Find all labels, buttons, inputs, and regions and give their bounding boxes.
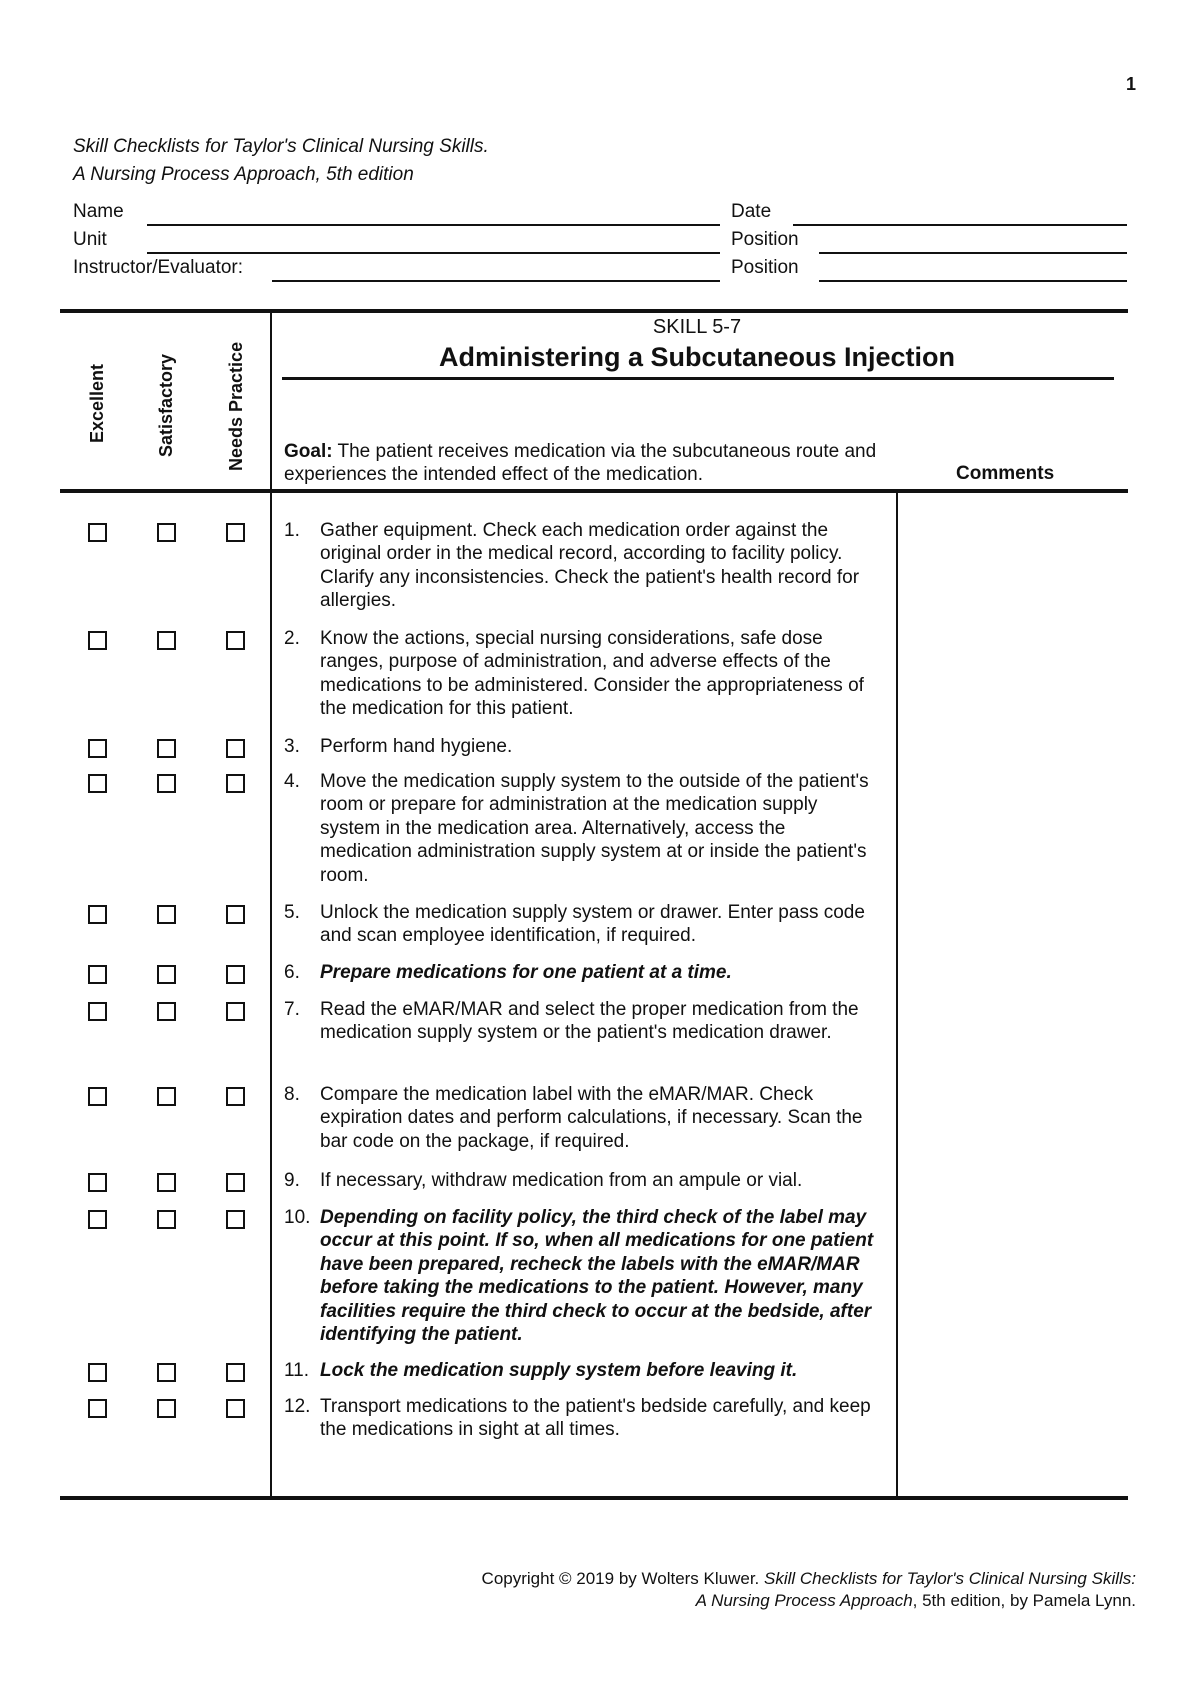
step-number: 5. xyxy=(284,902,300,923)
copyright-subtitle: A Nursing Process Approach xyxy=(695,1591,913,1610)
page-number: 1 xyxy=(1125,74,1136,94)
unit-label: Unit xyxy=(73,229,107,250)
comments-column-divider xyxy=(896,491,898,1497)
needs-practice-checkbox[interactable] xyxy=(226,1173,245,1192)
title-underline xyxy=(282,377,1114,380)
needs-practice-checkbox[interactable] xyxy=(226,1399,245,1418)
header-bottom-rule xyxy=(60,489,1128,493)
step-number: 2. xyxy=(284,628,300,649)
excellent-checkbox[interactable] xyxy=(88,739,107,758)
step-text: Prepare medications for one patient at a time. xyxy=(320,962,732,983)
excellent-checkbox[interactable] xyxy=(88,1173,107,1192)
position2-label: Position xyxy=(731,257,799,278)
step-number: 8. xyxy=(284,1084,300,1105)
step-text: Lock the medication supply system before leaving it. xyxy=(320,1360,798,1381)
excellent-checkbox[interactable] xyxy=(88,774,107,793)
step-text: Read the eMAR/MAR and select the proper medication from the medication supply system or the patient's medication drawer. xyxy=(320,999,859,1044)
satisfactory-checkbox[interactable] xyxy=(157,965,176,984)
needs-practice-checkbox[interactable] xyxy=(226,965,245,984)
skill-number: SKILL 5-7 xyxy=(652,316,742,338)
excellent-checkbox[interactable] xyxy=(88,631,107,650)
step-number: 3. xyxy=(284,736,300,757)
copyright-prefix: Copyright © 2019 by Wolters Kluwer. xyxy=(481,1569,764,1588)
instructor-label: Instructor/Evaluator: xyxy=(73,257,244,278)
step-number: 4. xyxy=(284,771,300,792)
satisfactory-checkbox[interactable] xyxy=(157,774,176,793)
step-number: 11. xyxy=(284,1360,310,1381)
needs-practice-checkbox[interactable] xyxy=(226,631,245,650)
satisfactory-checkbox[interactable] xyxy=(157,1173,176,1192)
satisfactory-checkbox[interactable] xyxy=(157,523,176,542)
step-number: 7. xyxy=(284,999,300,1020)
name-field[interactable] xyxy=(147,224,720,226)
satisfactory-checkbox[interactable] xyxy=(157,631,176,650)
satisfactory-checkbox[interactable] xyxy=(157,1002,176,1021)
excellent-checkbox[interactable] xyxy=(88,1002,107,1021)
step-number: 1. xyxy=(284,520,300,541)
step-text: Unlock the medication supply system or drawer. Enter pass code and scan employee identification, if required. xyxy=(320,902,865,947)
goal xyxy=(284,440,894,486)
excellent-checkbox[interactable] xyxy=(88,1210,107,1229)
needs-practice-checkbox[interactable] xyxy=(226,523,245,542)
date-label: Date xyxy=(731,201,772,222)
satisfactory-checkbox[interactable] xyxy=(157,905,176,924)
position2-field[interactable] xyxy=(819,280,1127,282)
copyright-suffix: , 5th edition, by Pamela Lynn. xyxy=(912,1591,1136,1610)
needs-practice-checkbox[interactable] xyxy=(226,1363,245,1382)
needs-practice-checkbox[interactable] xyxy=(226,739,245,758)
needs-practice-checkbox[interactable] xyxy=(226,1087,245,1106)
step-text: Perform hand hygiene. xyxy=(320,736,513,757)
copyright-book-title: Skill Checklists for Taylor's Clinical Nursing Skills: xyxy=(764,1569,1136,1588)
book-title-line2: A Nursing Process Approach, 5th edition xyxy=(73,164,414,185)
needs-practice-checkbox[interactable] xyxy=(226,1210,245,1229)
goal-text: The patient receives medication via the subcutaneous route and experiences the intended effect of the medication. xyxy=(284,441,877,485)
step-number: 6. xyxy=(284,962,300,983)
step-text: If necessary, withdraw medication from an ampule or vial. xyxy=(320,1170,803,1191)
position-field[interactable] xyxy=(819,252,1127,254)
header-needs-practice: Needs Practice xyxy=(226,341,246,471)
header-satisfactory: Satisfactory xyxy=(156,353,176,457)
step-text: Know the actions, special nursing considerations, safe dose ranges, purpose of administration, and adverse effects of the medications to be administered. Consider the appropriateness of the medication for this patient. xyxy=(320,628,864,720)
satisfactory-checkbox[interactable] xyxy=(157,739,176,758)
needs-practice-checkbox[interactable] xyxy=(226,774,245,793)
excellent-checkbox[interactable] xyxy=(88,1087,107,1106)
excellent-checkbox[interactable] xyxy=(88,965,107,984)
instructor-field[interactable] xyxy=(272,280,720,282)
excellent-checkbox[interactable] xyxy=(88,523,107,542)
satisfactory-checkbox[interactable] xyxy=(157,1210,176,1229)
step-number: 9. xyxy=(284,1170,300,1191)
copyright-footer xyxy=(482,1568,1136,1612)
step-text: Move the medication supply system to the outside of the patient's room or prepare for administration at the medication supply system in the medication area. Alternatively, access the medication administration supply system at or inside the patient's room. xyxy=(320,771,869,886)
rating-column-divider xyxy=(270,309,272,1498)
step-text: Gather equipment. Check each medication order against the original order in the medical record, according to facility policy. Clarify any inconsistencies. Check the patient's health record for allergies. xyxy=(320,520,860,612)
needs-practice-checkbox[interactable] xyxy=(226,905,245,924)
skill-title: Administering a Subcutaneous Injection xyxy=(438,342,956,372)
position-label: Position xyxy=(731,229,799,250)
satisfactory-checkbox[interactable] xyxy=(157,1399,176,1418)
excellent-checkbox[interactable] xyxy=(88,1399,107,1418)
book-title-line1: Skill Checklists for Taylor's Clinical Nursing Skills. xyxy=(73,136,489,157)
excellent-checkbox[interactable] xyxy=(88,1363,107,1382)
step-text: Transport medications to the patient's bedside carefully, and keep the medications in sight at all times. xyxy=(320,1396,871,1441)
excellent-checkbox[interactable] xyxy=(88,905,107,924)
table-top-rule xyxy=(60,309,1128,313)
unit-field[interactable] xyxy=(147,252,720,254)
date-field[interactable] xyxy=(793,224,1127,226)
header-excellent: Excellent xyxy=(87,363,107,443)
step-number: 10. xyxy=(284,1207,311,1228)
name-label: Name xyxy=(73,201,124,222)
satisfactory-checkbox[interactable] xyxy=(157,1363,176,1382)
step-number: 12. xyxy=(284,1396,311,1417)
table-bottom-rule xyxy=(60,1496,1128,1500)
step-text: Depending on facility policy, the third check of the label may occur at this point. If so, when all medications for one patient have been prepared, recheck the labels with the eMAR/MAR before taking the medications to the patient. However, many facilities require the third check to occur at the bedside, after identifying the patient. xyxy=(320,1207,874,1346)
satisfactory-checkbox[interactable] xyxy=(157,1087,176,1106)
comments-header: Comments xyxy=(956,463,1055,484)
needs-practice-checkbox[interactable] xyxy=(226,1002,245,1021)
step-text: Compare the medication label with the eMAR/MAR. Check expiration dates and perform calculations, if necessary. Scan the bar code on the package, if required. xyxy=(320,1084,863,1152)
goal-label: Goal: xyxy=(284,441,333,462)
